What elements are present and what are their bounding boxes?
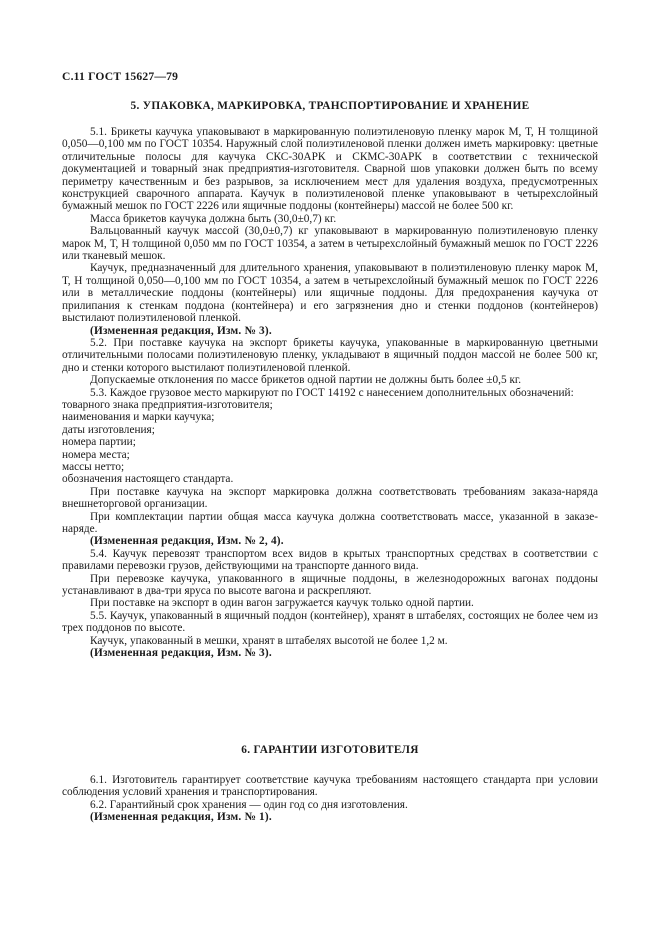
paragraph-6-2: 6.2. Гарантийный срок хранения — один год со дня изготовления. [90,798,408,811]
edition-note: (Измененная редакция, Изм. № 3). [90,324,272,337]
list-item: номера партии; [62,436,136,449]
list-item: обозначения настоящего стандарта. [62,473,234,486]
paragraph-bag-storage: Каучук, упакованный в мешки, хранят в штабелях высотой не более 1,2 м. [90,634,448,647]
list-item: даты изготовления; [62,423,155,436]
edition-note: (Измененная редакция, Изм. № 3). [90,647,272,660]
list-item: массы нетто; [62,460,125,473]
list-item: номера места; [62,448,130,461]
paragraph-long-storage: Каучук, предназначенный для длительного хранения, упаковывают в полиэтиленовую пленку марок М, Т, Н толщиной 0,050—0,100 мм по ГОСТ 10354, а затем в четырехслойный бумажный мешок по ГОСТ 2226 или в металлические поддоны (контейнеры) или ящичные поддоны. Для предохранения каучука от прилипания к стенкам поддона (контейнера) и его загрязнения дно и стенки поддонов (контейнеров) выстилают полиэтиленовой пленкой. [62,262,598,325]
paragraph-5-4: 5.4. Каучук перевозят транспортом всех видов в крытых транспортных средствах в соответствии с правилами перевозки грузов, действующими на транспорте данного вида. [62,547,598,573]
edition-note: (Измененная редакция, Изм. № 2, 4). [90,535,284,548]
paragraph-export-marking: При поставке каучука на экспорт маркировка должна соответствовать требованиям заказа-наряда внешнеторговой организации. [62,485,598,511]
paragraph-rail-transport: При перевозке каучука, упакованного в ящичные поддоны, в железнодорожных вагонах поддоны устанавливают в два-три яруса по высоте вагона и раскрепляют. [62,572,598,598]
paragraph-brick-mass: Масса брикетов каучука должна быть (30,0±0,7) кг. [90,212,337,225]
list-item: наименования и марки каучука; [62,411,215,424]
paragraph-export-wagon: При поставке на экспорт в один вагон загружается каучук только одной партии. [90,597,474,610]
page-header: С.11 ГОСТ 15627—79 [62,70,179,83]
section-6-body [62,774,598,824]
edition-note: (Измененная редакция, Изм. № 1). [90,811,272,824]
paragraph-5-5: 5.5. Каучук, упакованный в ящичный поддон (контейнер), хранят в штабелях, состоящих не более чем из трех поддонов по высоте. [62,609,598,635]
paragraph-5-2: 5.2. При поставке каучука на экспорт брикеты каучука, упакованные в маркированную цветными отличительными полосами полиэтиленовую пленку, укладывают в ящичный поддон массой не более 500 кг, дно и стенки которого выстилают полиэтиленовой пленкой. [62,336,598,374]
paragraph-5-1: 5.1. Брикеты каучука упаковывают в маркированную полиэтиленовую пленку марок М, Т, Н толщиной 0,050—0,100 мм по ГОСТ 10354. Наружный слой полиэтиленовой пленки должен иметь маркировку: цветные отличительные полосы для каучука СКС-30АРК и СКМС-30АРК в соответствии с технической документацией и товарный знак предприятия-изготовителя. Сварной шов упаковки должен быть по всему периметру качественным и без разрывов, за исключением мест для удаления воздуха, предусмотренных конструкцией сварочного аппарата. Каучук в полиэтиленовой пленке упаковывают в четырехслойный бумажный мешок по ГОСТ 2226 или ящичные поддоны (контейнеры) массой не более 500 кг. [62,126,598,213]
section-5-body [62,126,598,659]
section-5-title: 5. УПАКОВКА, МАРКИРОВКА, ТРАНСПОРТИРОВАНИЕ И ХРАНЕНИЕ [130,100,530,112]
paragraph-tolerance: Допускаемые отклонения по массе брикетов одной партии не должны быть более ±0,5 кг. [90,374,522,387]
paragraph-batch-mass: При комплектации партии общая масса каучука должна соответствовать массе, указанной в заказе-наряде. [62,510,598,535]
paragraph-5-3: 5.3. Каждое грузовое место маркируют по ГОСТ 14192 с нанесением дополнительных обозначений: [90,386,574,399]
section-6-title: 6. ГАРАНТИИ ИЗГОТОВИТЕЛЯ [241,744,419,756]
paragraph-6-1: 6.1. Изготовитель гарантирует соответствие каучука требованиям настоящего стандарта при условии соблюдения условий хранения и транспортирования. [62,774,598,799]
list-item: товарного знака предприятия-изготовителя; [62,398,273,411]
paragraph-milled-rubber: Вальцованный каучук массой (30,0±0,7) кг упаковывают в маркированную полиэтиленовую пленку марок М, Т, Н толщиной 0,050 мм по ГОСТ 10354, а затем в четырехслойный бумажный мешок по ГОСТ 2226 или тканевый мешок. [62,225,598,263]
